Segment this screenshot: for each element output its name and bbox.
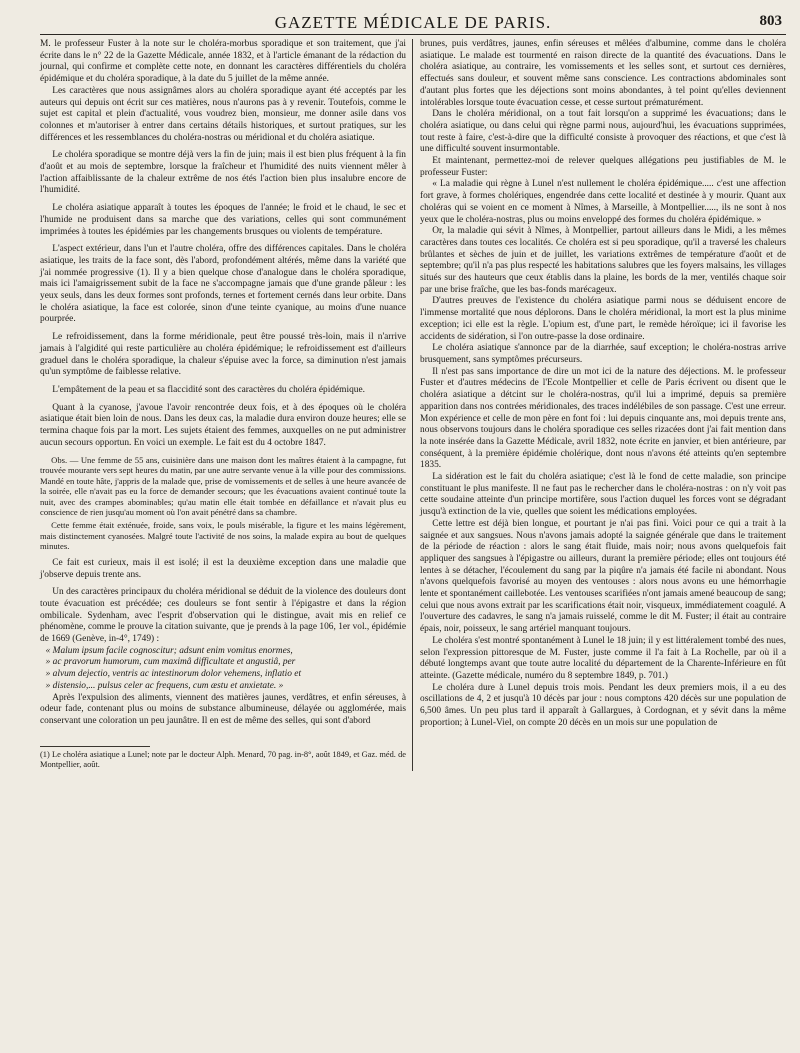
latin-quote-line: » distensio,... pulsus celer ac frequens, cum æstu et anxietate. » bbox=[45, 680, 284, 691]
page-number: 803 bbox=[759, 13, 782, 29]
right-column bbox=[413, 39, 786, 771]
paragraph: Le choléra sporadique se montre déjà vers la fin de juin; mais il est bien plus fréquent à la fin d'août et au mois de septembre, lorsque la fraîcheur et l'humidité des nuits viennent mêler à l'action affaiblissante de la chaleur extrême de nos étés l'action bien plus insalubre encore de l'humidité. bbox=[40, 150, 406, 196]
paragraph: Or, la maladie qui sévit à Nîmes, à Montpellier, partout ailleurs dans le Midi, a les mêmes caractères dans toutes ces localités. Ce choléra est si peu sporadique, qu'il a traversé les chaleurs brûlantes et sèches de juin et de juillet, les variations extrêmes de température d'août et de septembre; qu'il n'a pas plus respecté les habitations salubres que les foyers malsains, les villages situés sur des hauteurs que ceux établis dans la plaine, les bords de la mer, ventilés chaque soir par une brise fraîche, que les bas-fonds marécageux. bbox=[420, 226, 786, 295]
paragraph: Ce fait est curieux, mais il est isolé; il est la deuxième exception dans une maladie que j'observe depuis trente ans. bbox=[40, 557, 406, 580]
paragraph: Les caractères que nous assignâmes alors au choléra sporadique ayant été acceptés par les auteurs qui depuis ont écrit sur ces matières, nous n'aurons pas à y revenir. Toutefois, comme le sujet est capital et plein d'actualité, vous voudrez bien, monsieur, me donner asile dans vos colonnes et m'autoriser à entrer dans certains détails historiques, et surtout pratiques, sur les différences et les ressemblances du choléra-nostras ou méridional et du choléra asiatique. bbox=[40, 85, 406, 143]
footnote-rule bbox=[40, 746, 150, 747]
observation-text: Cette femme était exténuée, froide, sans voix, le pouls misérable, la figure et les mains légèrement, mais distinctement cyanosées. Malgré toute l'activité de nos soins, la malade expira au bout de quelques minutes. bbox=[40, 520, 406, 552]
paragraph: Après l'expulsion des aliments, viennent des matières jaunes, verdâtres, et enfin séreuses, à odeur fade, contenant plus ou moins de substance albumineuse, délayée ou agglomérée, mais conservant une coloration un peu jaunâtre. Il en est de même des selles, qui sont d'abord bbox=[40, 692, 406, 726]
paragraph: « La maladie qui règne à Lunel n'est nullement le choléra épidémique..... c'est une affection fort grave, à formes cholériques, engendrée dans cette localité et destinée à y mourir. Quant aux choléras qui se voient en ce moment à Nîmes, à Marseille, à Montpellier....., ils ne sont à nos yeux que le choléra-nostras, plus ou moins enveloppé des formes du choléra épidémique. » bbox=[420, 179, 786, 225]
latin-quote-line: « Malum ipsum facile cognoscitur; adsunt enim vomitus enormes, bbox=[45, 645, 293, 656]
paragraph: Le choléra dure à Lunel depuis trois mois. Pendant les deux premiers mois, il a eu des oscillations de 4, 2 et jusqu'à 10 décès par jour : nous comptons 420 décès sur une population de 6,500 âmes. Un peu plus tard il apparaît à Gallargues, à Cordognan, et y sévit dans la même proportion; à Lunel-Viel, on compte 20 décès en un mois sur une population de bbox=[420, 682, 786, 728]
text-columns bbox=[40, 39, 786, 771]
latin-quote-line: » alvum dejectio, ventris ac intestinorum dolor vehemens, inflatio et bbox=[45, 669, 302, 680]
paragraph: L'aspect extérieur, dans l'un et l'autre choléra, offre des différences capitales. Dans le choléra asiatique, les traits de la face sont, dès l'abord, profondément altérés, même dans la variété que j'ai nommée progressive (1). Il y a bien quelque chose d'analogue dans le choléra sporadique, mais ici l'amaigrissement subit de la face ne s'accompagne jamais que d'une grande pâleur : les yeux seuls, dans les deux formes sont profonds, ternes et fortement cernés dans leur orbite. Dans le choléra asiatique, la face est colorée, sinon d'une teinte cyanique, au moins d'une nuance pourprée. bbox=[40, 244, 406, 325]
journal-title: GAZETTE MÉDICALE DE PARIS. bbox=[274, 13, 552, 32]
paragraph: L'empâtement de la peau et sa flaccidité sont des caractères du choléra épidémique. bbox=[52, 384, 365, 395]
page-header bbox=[40, 10, 786, 35]
paragraph: Quant à la cyanose, j'avoue l'avoir rencontrée deux fois, et à des époques où le choléra asiatique était bien loin de nous. Dans les deux cas, la maladie dura environ douze heures; elle se termina chaque fois par la mort. Les sujets étaient des femmes, auxquelles on ne put administrer aucun secours opportun. En voici un exemple. Le fait est du 4 octobre 1847. bbox=[40, 402, 406, 448]
latin-quote-line: » ac pravorum humorum, cum maximâ difficultate et angustiâ, per bbox=[45, 657, 296, 668]
paragraph: Il n'est pas sans importance de dire un mot ici de la nature des déjections. M. le professeur Fuster et d'autres médecins de l'Ecole Montpellier et celle de Paris écrivent ou disent que le choléra asiatique a détcint sur le choléra-nostras, qu'il lui a imprimé, depuis sa première apparition dans nos contrées méridionales, des traces indélébiles de son passage. C'est une erreur. Mon expérience et celle de mon père en font foi : lui depuis cinquante ans, moi depuis trente ans, nous observons toujours dans le choléra sporadique ces selles rizacées dont j'ai fait mention dans la note insérée dans la Gazette Médicale, avril 1832, note écrite en janvier, et bien antérieure, par conséquent, à la première épidémie cholérique, dont nous n'avons été atteints qu'en septembre 1835. bbox=[420, 366, 786, 471]
paragraph: La sidération est le fait du choléra asiatique; c'est là le fond de cette maladie, son principe constituant le plus manifeste. Il ne faut pas le rechercher dans le choléra-nostras : on n'y voit pas cette soudaine atteinte d'un principe mortifère, sous l'action duquel les forces vont se dégradant jusqu'à extinction de la vie, quelles que soient les médications employées. bbox=[420, 472, 786, 518]
paragraph: Un des caractères principaux du choléra méridional se déduit de la violence des douleurs dont toute évacuation est précédée; ces douleurs se font sentir à l'épigastre et dans la région ombilicale. Sydenham, avec l'esprit d'observation qui le distingue, avait mis en relief ce phénomène, comme le prouve la citation suivante, que je prends à la page 106, 1er vol., épidémie de 1669 (Genève, in-4°, 1749) : bbox=[40, 587, 406, 645]
paragraph: M. le professeur Fuster à la note sur le choléra-morbus sporadique et son traitement, que j'ai écrite dans le n° 22 de la Gazette Médicale, année 1832, et à l'article émanant de la rédaction du journal, qui confirme et complète cette note, en donnant les caractères différentiels du choléra épidémique et du choléra sporadique, à la date du 5 juillet de la même année. bbox=[40, 39, 406, 85]
paragraph: Cette lettre est déjà bien longue, et pourtant je n'ai pas fini. Voici pour ce qui a trait à la saignée et aux sangsues. Nous n'avons jamais adopté la saignée générale que dans le traitement de la période de réaction : alors le sang était fluide, mais noir; nous avons quelquefois fait appliquer des sangsues à l'épigastre ou ailleurs, durant la première période; elles ont toujours été lentes à se détacher, l'écoulement du sang par la piqûre n'a jamais été facile ni abondant. Nous n'avons quelquefois favorisé au moyen des ventouses : alors nous avons eu une hémorrhagie lente et spontanément caillebotée. Les ventouses scarifiées n'ont jamais amené beaucoup de sang; celui que nous avons extrait par les scarifications était noir, visqueux, immédiatement coagulé. A l'ouverture des cadavres, le sang n'a jamais ruisselé, comme le dit M. Fuster; il était au contraire épais, noir, poisseux, le sang artériel manquant toujours. bbox=[420, 518, 786, 635]
left-column bbox=[40, 39, 413, 771]
paragraph: Et maintenant, permettez-moi de relever quelques allégations peu justifiables de M. le professeur Fuster: bbox=[420, 156, 786, 178]
paragraph: D'autres preuves de l'existence du choléra asiatique parmi nous se déduisent encore de l'immense mortalité que nous déplorons. Dans le choléra méridional, la mort est la plus minime exception; ici elle est la règle. L'opium est, d'une part, le remède héroïque; ici il favorise les accidents de sidération, si l'on outre-passe la dose ordinaire. bbox=[420, 296, 786, 342]
paragraph: Le choléra asiatique apparaît à toutes les époques de l'année; le froid et le chaud, le sec et l'humide ne produisent dans sa marche que des variations, celles qui sont communément imprimées à toutes les épidémies par les changements brusques ou violents de température. bbox=[40, 203, 406, 237]
paragraph: Le choléra s'est montré spontanément à Lunel le 18 juin; il y est littéralement tombé des nues, selon l'expression pittoresque de M. Fuster, juste comme il l'a fait à La Rochelle, par où il a débuté longtemps avant que toute autre localité du département de la Charente-Inférieure en fût atteinte. (Gazette médicale, numéro du 8 septembre 1849, p. 701.) bbox=[420, 635, 786, 681]
paragraph: Le choléra asiatique s'annonce par de la diarrhée, sauf exception; le choléra-nostras arrive brusquement, sans symptômes précurseurs. bbox=[420, 343, 786, 365]
paragraph: Dans le choléra méridional, on a tout fait lorsqu'on a supprimé les évacuations; dans le choléra asiatique, ou dans celui qui règne parmi nous, aujourd'hui, les évacuations supprimées, tout reste à faire, c'est-à-dire que la difficulté consiste à provoquer des réactions, et que c'est là une difficulté souvent insurmontable. bbox=[420, 109, 786, 155]
observation-text: Obs. — Une femme de 55 ans, cuisinière dans une maison dont les maîtres étaient à la campagne, fut trouvée mourante vers sept heures du matin, par une autre servante venue à la ville pour des commissions. Mandé en toute hâte, j'appris de la malade que, prise de vomissements et de selles à une heure avancée de la soirée, elle n'avait pas eu la force de demander secours; que les évacuations avaient continué toute la nuit, avec des crampes abominables; qu'au matin elle était tombée en défaillance et n'avait plus eu conscience de rien jusqu'au moment où l'on avait pénétré dans sa chambre. bbox=[40, 454, 406, 518]
paragraph: brunes, puis verdâtres, jaunes, enfin séreuses et mêlées d'albumine, comme dans le choléra asiatique. Le malade est tourmenté en raison directe de la quantité des évacuations. Dans le choléra asiatique, au contraire, les vomissements et les selles sont, et surtout ces dernières, effectués sans douleur, et souvent même sans conscience. Les contractions abdominales sont d'autant plus fortes que les déjections sont moins abondantes, à tel point qu'elles deviennent intolérables lorsque toute évacuation cesse, et cesse surtout prématurément. bbox=[420, 39, 786, 108]
footnote: (1) Le choléra asiatique a Lunel; note par le docteur Alph. Menard, 70 pag. in-8°, août 1849, et Gaz. méd. de Montpellier, août. bbox=[40, 749, 406, 770]
paragraph: Le refroidissement, dans la forme méridionale, peut être poussé très-loin, mais il n'arrive jamais à l'algidité qui reste particulière au choléra épidémique; le refroidissement est d'ailleurs graduel dans le choléra sporadique, la chaleur s'épuise avec la force, sa diminution n'est jamais qu'un symptôme de faiblesse relative. bbox=[40, 332, 406, 378]
